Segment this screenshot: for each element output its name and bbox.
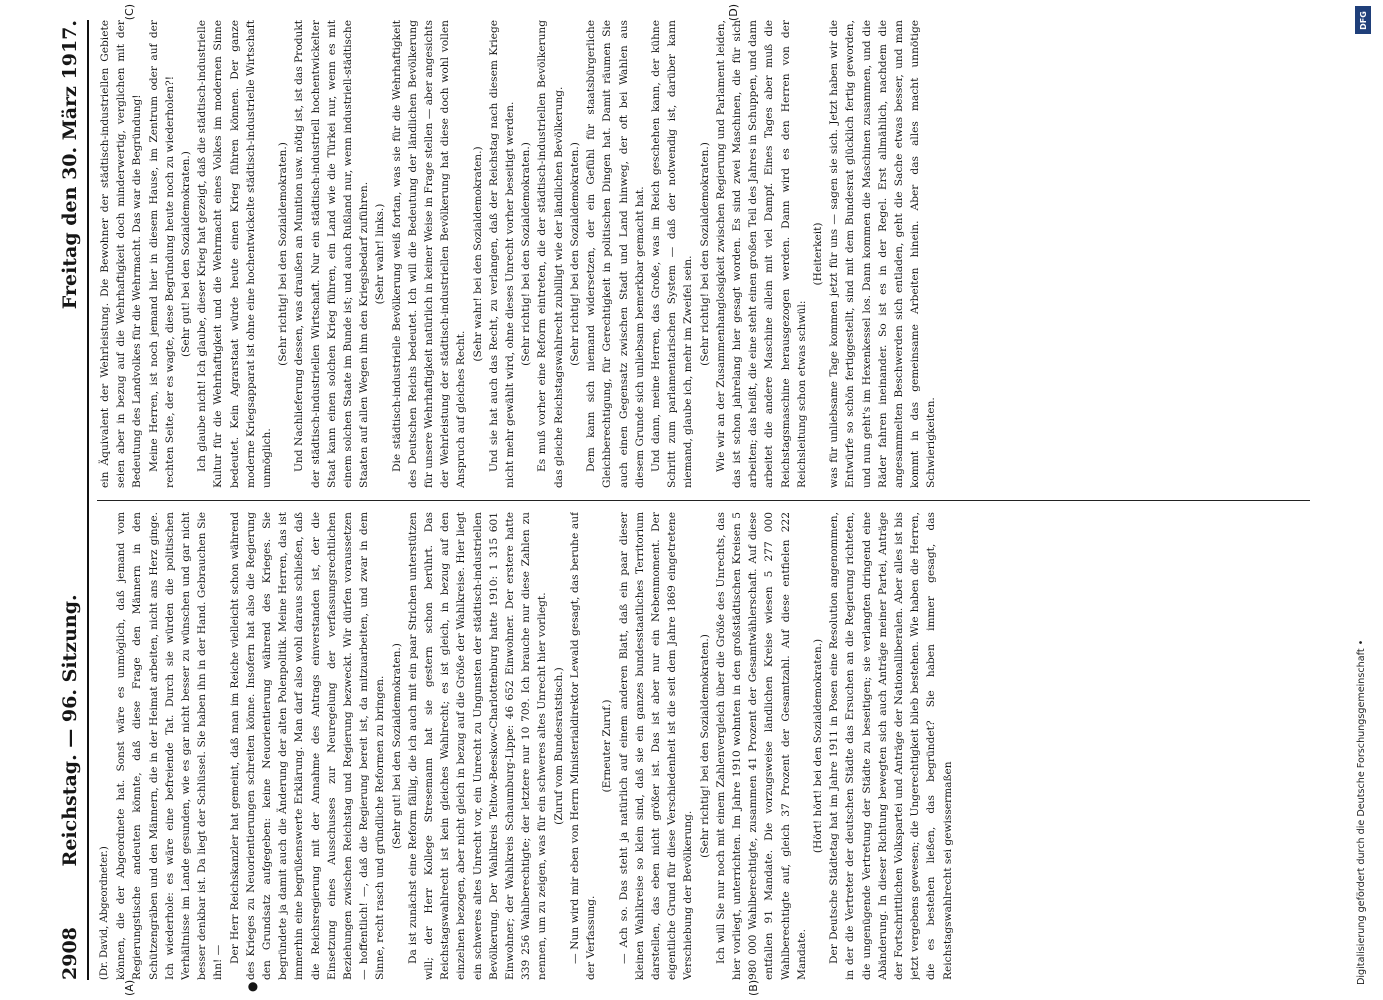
- paragraph: Und Nachlieferung dessen, was draußen an Munition usw. nötig ist, ist das Produkt der städtisch-industriellen Wirtschaft. Nur ein städtisch-industriell hochentwickelter Staat kann einen solchen Krieg führen, ein Land wie die Türkei nur, wenn es mit einem solchen Staate im Bunde ist; und auch Rußland nur, wenn industriell-städtische Staaten auf allen Wegen ihm den Kriegsbedarf zuführen.: [293, 20, 371, 488]
- paragraph: können, die der Abgeordnete hat. Sonst wäre es unmöglich, daß jemand vom Regierungstische andeuten könnte, daß diese Frage den Männern in den Schützengräben und den Männern, die in der Heimat arbeiten, nicht ans Herz ginge. Ich wiederhole: es wäre eine befreiende Tat. Durch sie würden die politischen Verhältnisse im Lande gesunden, wie es gar nicht besser zu wünschen und gar nicht besser denkbar ist. Da liegt der Schlüssel. Sie haben ihn in der Hand. Gebrauchen Sie ihn! —: [115, 512, 225, 980]
- paragraph: Ich glaube nicht! Ich glaube, dieser Krieg hat gezeigt, daß die städtisch-industrielle Kultur für die Wehrhaftigkeit und die Wehrmacht eines Volkes im modernen Sinne bedeutet. Kein Agrarstaat würde heute einen Krieg führen können. Der ganze moderne Kriegsapparat ist ohne eine hochentwickelte städtisch-industrielle Wirtschaft unmöglich.: [196, 20, 274, 488]
- interjection: (Sehr wahr! links.): [374, 203, 387, 305]
- interjection: (Sehr richtig! bei den Sozialdemokraten.): [520, 142, 533, 366]
- digitization-note: Digitalisierung gefördert durch die Deutsche Forschungsgemeinschaft •: [1356, 639, 1367, 985]
- paragraph: Ich will Sie nur noch mit einem Zahlenvergleich über die Größe des Unrechts, das hier vorliegt, unterrichten. Im Jahre 1910 wohnten in den großstädtischen Kreisen 5 980 000 Wahlberechtigte, zusammen 41 Prozent der Gesamtwählerschaft. Auf diese entfallen 91 Mandate. Die vorzugsweise ländlichen Kreise wiesen 5 277 000 Wahlberechtigte auf, gleich 37 Prozent der Gesamtzahl. Auf diese entfielen 222 Mandate.: [714, 512, 808, 980]
- paragraph: Und dann, meine Herren, das Große, was im Reich geschehen kann, der kühne Schritt zum parlamentarischen System — daß der notwendig ist, darüber kann niemand, glaube ich, mehr im Zweifel sein.: [649, 20, 695, 488]
- page-header: [55, 20, 89, 980]
- session-title: Reichstag. — 96. Sitzung.: [59, 594, 81, 867]
- paragraph: Wie wir an der Zusammenhanglosigkeit zwischen Regierung und Parlament leiden, das ist schon jahrelang hier gesagt worden. Es sind zwei Maschinen, die für sich arbeiten; das heißt, die eine steht einen großen Teil des Jahres in Schuppen, und dann arbeitet die andere Maschine allein mit viel Dampf. Eines Tages aber muß die Reichstagsmaschine herausgezogen werden. Dann wird es den Herren von der Reichsleitung schon etwas schwül:: [714, 20, 808, 488]
- paragraph: Es muß vorher eine Reform eintreten, die der städtisch-industriellen Bevölkerung das gleiche Reichstagswahlrecht zubilligt wie der ländlichen Bevölkerung.: [536, 20, 565, 488]
- interjection: (Sehr wahr! bei den Sozialdemokraten.): [471, 146, 484, 362]
- page-content: [55, 4, 1310, 996]
- column-divider: [97, 500, 1310, 501]
- left-column: [97, 512, 1310, 980]
- paragraph: Meine Herren, ist noch jemand hier in diesem Hause, im Zentrum oder auf der rechten Seite, der es wagte, diese Begründung heute noch zu wiederholen?!: [147, 20, 176, 488]
- interjection: (Hört! hört! bei den Sozialdemokraten.): [811, 638, 824, 854]
- interjection: (Heiterkeit): [811, 222, 824, 286]
- paragraph: Dem kann sich niemand widersetzen, der ein Gefühl für staatsbürgerliche Gleichberechtigung, für Gerechtigkeit in politischen Dingen hat. Damit räumen Sie auch einen Gegensatz zwischen Stadt und Land hinweg, der oft bei Wahlen aus diesem Grunde sich unliebsam bemerkbar gemacht hat.: [585, 20, 646, 488]
- interjection: (Sehr richtig! bei den Sozialdemokraten.): [568, 142, 581, 366]
- interjection: (Sehr richtig! bei den Sozialdemokraten.): [698, 634, 711, 858]
- interjection: (Erneuter Zuruf.): [601, 699, 614, 793]
- paragraph: Der Herr Reichskanzler hat gemeint, daß man im Reiche vielleicht schon während des Krieges zu Neuorientierungen schreiten könne. Insofern hat also die Regierung den Grundsatz aufgegeben: keine Neuorientierung während des Krieges. Sie begründete ja damit auch die Änderung der alten Polenpolitik. Meine Herren, das ist immerhin eine begrüßenswerte Erklärung. Man darf also wohl daraus schließen, daß die Reichsregierung mit der Annahme des Antrags einverstanden ist, der die Einsetzung eines Ausschusses zur Neuregelung der verfassungsrechtlichen Beziehungen zwischen Reichstag und Regierung bezweckt. Wir dürfen voraussetzen — hoffentlich! —, daß die Regierung bereit ist, da mitzuarbeiten, und zwar in dem Sinne, recht rasch und gründliche Reformen zu bringen.: [228, 512, 387, 980]
- interjection: (Sehr richtig! bei den Sozialdemokraten.): [698, 142, 711, 366]
- dfg-logo-icon: [1355, 6, 1371, 34]
- speaker-note: (Dr. David, Abgeordneter.): [99, 846, 110, 980]
- paragraph: Die städtisch-industrielle Bevölkerung weiß fortan, was sie für die Wehrhaftigkeit des Deutschen Reichs bedeutet. Ich will die Bedeutung der ländlichen Bevölkerung für unsere Wehrhaftigkeit natürlich in keiner Weise in Frage stellen — aber angesichts der Wehrleistung der städtisch-industriellen Bevölkerung hat diese doch wohl vollen Anspruch auf gleiches Recht.: [390, 20, 468, 488]
- interjection: (Sehr gut! bei den Sozialdemokraten.): [390, 643, 403, 849]
- dfg-logo-text: DFG: [1358, 10, 1368, 30]
- paragraph: — Ach so. Das steht ja natürlich auf einem anderen Blatt, daß ein paar dieser kleinen Wahlkreise so klein sind, daß sie ein ganzes bundesstaatliches Territorium darstellen, das eben nicht größer ist. Das ist aber nur ein Nebenmoment. Der eigentliche Grund für diese Verschiedenheit ist die seit dem Jahre 1869 eingetretene Verschiebung der Bevölkerung.: [617, 512, 695, 980]
- session-date: Freitag den 30. März 1917.: [59, 20, 81, 310]
- paragraph: Da ist zunächst eine Reform fällig, die ich auch mit ein paar Strichen unterstützen will; der Herr Kollege Stresemann hat sie gestern schon berührt. Das Reichstagswahlrecht ist kein gleiches Wahlrecht; es ist gleich, in bezug auf den einzelnen bezogen, aber nicht gleich in bezug auf die Größe der Wahlkreise. Hier liegt ein schweres altes Unrecht vor, ein Unrecht zu Ungunsten der städtisch-industriellen Bevölkerung. Der Wahlkreis Teltow-Beeskow-Charlottenburg hatte 1910: 1 315 601 Einwohner; der Wahlkreis Schaumburg-Lippe: 46 652 Einwohner. Der erstere hatte 339 256 Wahlberechtigte; der letztere nur 10 709. Ich brauche nur diese Zahlen zu nennen, um zu zeigen, was für ein schweres altes Unrecht hier vorliegt.: [406, 512, 549, 980]
- paragraph: Der Deutsche Städtetag hat im Jahre 1911 in Posen eine Resolution angenommen, in der die Vertreter der deutschen Städte das Ersuchen an die Regierung richteten, die ungenügende Vertretung der Städte zu beseitigen; sie verlangten dringend eine Abänderung. In dieser Richtung bewegten sich auch Anträge meiner Partei, Anträge der Fortschrittlichen Volkspartei und Anträge der Nationalliberalen. Aber alles ist bis jetzt vergebens gewesen; die Ungerechtigkeit blieb bestehen. Wie haben die Herren, die es bestehen ließen, das begründet? Sie haben immer gesagt, das Reichstagswahlrecht sei gewissermaßen: [828, 512, 954, 980]
- interjection: (Zuruf vom Bundesratstisch.): [552, 667, 565, 825]
- margin-marker-b: (B): [747, 979, 760, 996]
- interjection: (Sehr richtig! bei den Sozialdemokraten.): [277, 142, 290, 366]
- interjection: (Sehr gut! bei den Sozialdemokraten.): [180, 151, 193, 357]
- margin-marker-c: (C): [123, 4, 136, 21]
- paragraph: ein Äquivalent der Wehrleistung. Die Bewohner der städtisch-industriellen Gebiete seien aber in bezug auf die Wehrhaftigkeit doch minderwertig, verglichen mit der Bedeutung des Landvolkes für die Wehrmacht. Das war die Begründung!: [99, 20, 144, 488]
- paragraph: Und sie hat auch das Recht, zu verlangen, daß der Reichstag nach diesem Kriege nicht mehr gewählt wird, ohne dieses Unrecht vorher beseitigt werden.: [487, 20, 517, 488]
- digitization-sidebar: [1349, 0, 1379, 1000]
- margin-marker-a: (A): [123, 979, 136, 996]
- page-number: 2908: [59, 927, 81, 980]
- paragraph: — Nun wird mir eben von Herrn Ministerialdirektor Lewald gesagt, das beruhe auf der Verfassung.: [568, 512, 598, 980]
- header-rule: [87, 20, 89, 980]
- paragraph: was für unliebsame Tage kommen jetzt für uns — sagen sie sich. Jetzt haben wir die Entwürfe so schön fertiggestellt, sind mit dem Bundesrat glücklich fertig geworden, und nun geht's im Hexenkessel los. Dann kommen die Maschinen zusammen, und die Räder fahren ineinander. So ist es in der Regel. Erst allmählich, nachdem die angesammelten Beschwerden sich entladen, geht die Sache etwas besser, und man kommt in das gemeinsame Arbeiten hinein. Aber das alles macht unnötige Schwierigkeiten.: [828, 20, 938, 488]
- bullet-mark-icon: ●: [245, 981, 259, 992]
- right-column: [97, 20, 1310, 488]
- columns: [97, 4, 1310, 996]
- margin-marker-d: (D): [727, 4, 740, 22]
